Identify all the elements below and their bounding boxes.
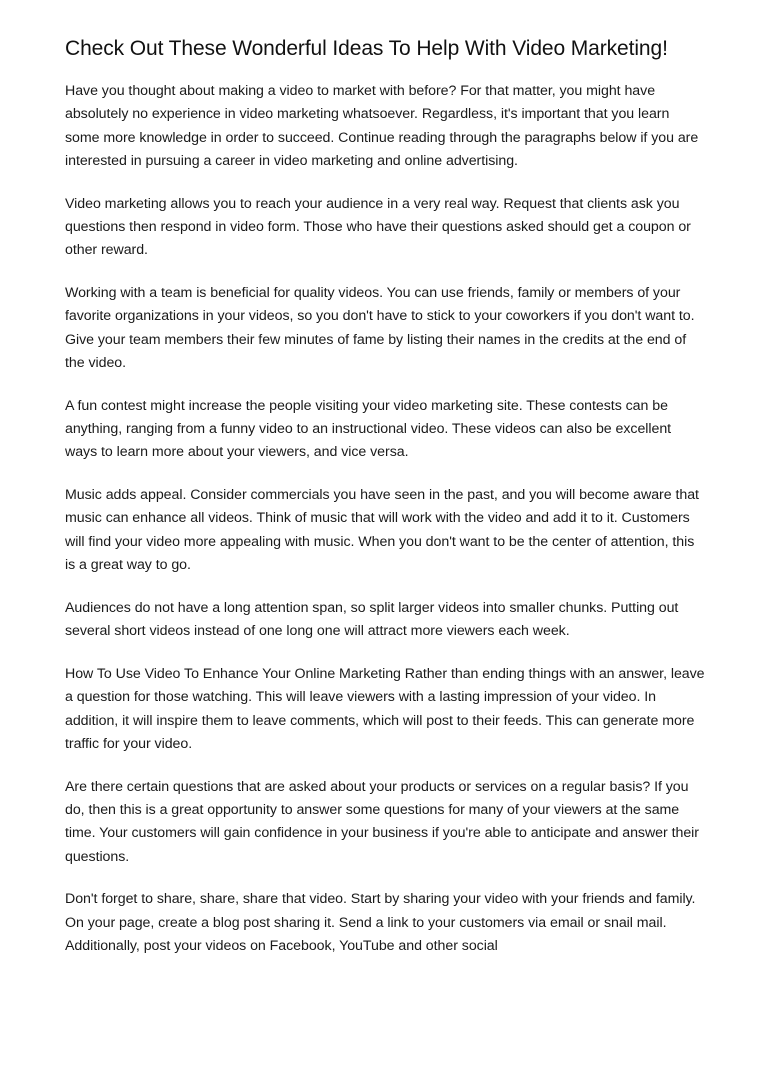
paragraph-reach-audience: Video marketing allows you to reach your audience in a very real way. Request that clients ask you questions then respond in video form. Those who have their questions asked should get a coupon or other reward. [65, 195, 691, 259]
paragraph-intro: Have you thought about making a video to market with before? For that matter, you might have absolutely no experience in video marketing whatsoever. Regardless, it's important that you learn some more knowledge in order to succeed. Continue reading through the paragraphs below if you are interested in pursuing a career in video marketing and online advertising. [65, 83, 699, 169]
paragraph-music: Music adds appeal. Consider commercials you have seen in the past, and you will become aware that music can enhance all videos. Think of music that will work with the video and add it to it. Customers will find your video more appealing with music. When you don't want to be the center of attention, this is a great way to go. [65, 487, 699, 574]
paragraph-question: How To Use Video To Enhance Your Online Marketing Rather than ending things with an answer, leave a question for those watching. This will leave viewers with a lasting impression of your video. In addition, it will inspire them to leave comments, which will post to their feeds. This can generate more traffic for your video. [65, 665, 705, 752]
paragraph-attention-span: Audiences do not have a long attention span, so split larger videos into smaller chunks. Putting out several short videos instead of one long one will attract more viewers each week. [65, 599, 679, 640]
document-title: Check Out These Wonderful Ideas To Help With Video Marketing! [65, 37, 668, 60]
paragraph-share: Don't forget to share, share, share that video. Start by sharing your video with your friends and family. On your page, create a blog post sharing it. Send a link to your customers via email or snail mail. Additionally, post your videos on Facebook, YouTube and other social [65, 891, 696, 954]
paragraph-team: Working with a team is beneficial for quality videos. You can use friends, family or members of your favorite organizations in your videos, so you don't have to stick to your coworkers if you don't want to. Give your team members their few minutes of fame by listing their names in the credits at the end of the video. [65, 285, 695, 371]
paragraph-contest: A fun contest might increase the people visiting your video marketing site. These contests can be anything, ranging from a funny video to an instructional video. These videos can also be excellent ways to learn more about your viewers, and vice versa. [65, 397, 672, 461]
paragraph-faq: Are there certain questions that are asked about your products or services on a regular basis? If you do, then this is a great opportunity to answer some questions for many of your viewers at the same time. Your customers will gain confidence in your business if you're able to anticipate and answer their questions. [65, 778, 699, 865]
document-page [65, 38, 705, 978]
